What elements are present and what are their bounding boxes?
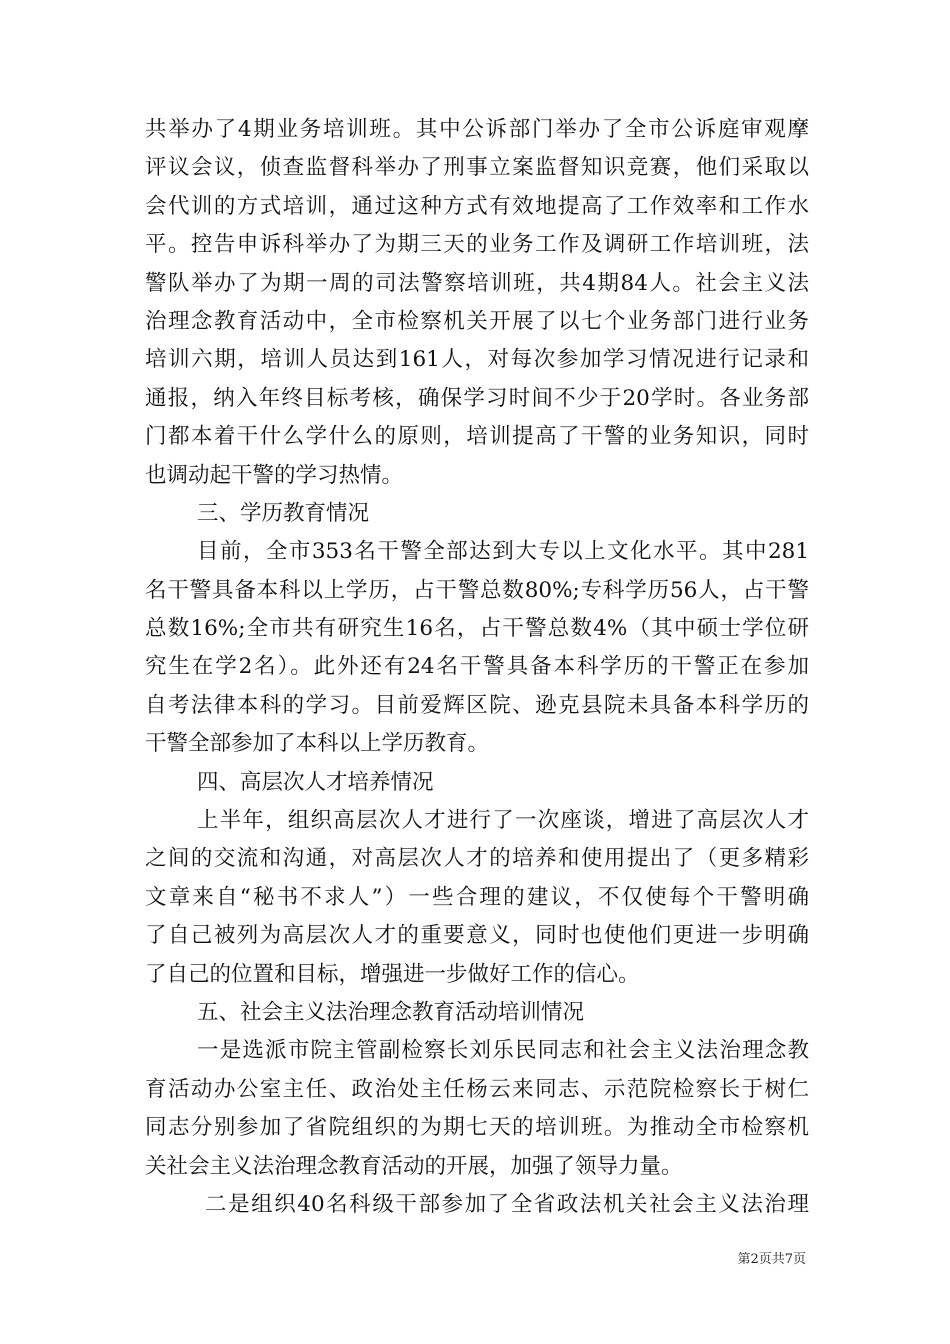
text-line: 也调动起干警的学习热情。 bbox=[145, 462, 404, 488]
section-heading bbox=[145, 994, 809, 1032]
text-line: 总数16%;全市共有研究生16名，占干警总数4%（其中硕士学位研 bbox=[145, 616, 809, 642]
text-line: 了自己的位置和目标，增强进一步做好工作的信心。 bbox=[145, 961, 640, 987]
text-line: 会代训的方式培训，通过这种方式有效地提高了工作效率和工作水 bbox=[145, 193, 809, 219]
paragraph bbox=[145, 802, 809, 994]
text-line: 警队举办了为期一周的司法警察培训班，共4期84人。社会主义法 bbox=[145, 270, 809, 296]
document-body bbox=[145, 111, 809, 1224]
section-heading bbox=[145, 764, 809, 802]
text-line: 干警全部参加了本科以上学历教育。 bbox=[145, 731, 490, 757]
text-line: 自考法律本科的学习。目前爱辉区院、逊克县院未具备本科学历的 bbox=[145, 692, 809, 718]
text-line: 培训六期，培训人员达到161人，对每次参加学习情况进行记录和 bbox=[145, 347, 809, 373]
heading-text: 五、社会主义法治理念教育活动培训情况 bbox=[197, 999, 585, 1025]
paragraph bbox=[145, 1032, 809, 1186]
heading-text: 四、高层次人才培养情况 bbox=[197, 769, 434, 795]
paragraph bbox=[145, 1186, 809, 1224]
text-line: 育活动办公室主任、政治处主任杨云来同志、示范院检察长于树仁 bbox=[145, 1076, 809, 1102]
paragraph bbox=[145, 111, 809, 495]
text-line: 究生在学2名）。此外还有24名干警具备本科学历的干警正在参加 bbox=[145, 654, 809, 680]
text-line: 了自己被列为高层次人才的重要意义，同时也使他们更进一步明确 bbox=[145, 923, 809, 949]
text-line: 平。控告申诉科举办了为期三天的业务工作及调研工作培训班，法 bbox=[145, 232, 809, 258]
text-line: 共举办了4期业务培训班。其中公诉部门举办了全市公诉庭审观摩 bbox=[145, 117, 809, 142]
section-heading bbox=[145, 495, 809, 533]
text-line: 通报，纳入年终目标考核，确保学习时间不少于20学时。各业务部 bbox=[145, 385, 809, 411]
text-line: 上半年，组织高层次人才进行了一次座谈，增进了高层次人才 bbox=[197, 808, 809, 834]
text-line: 门都本着干什么学什么的原则，培训提高了干警的业务知识，同时 bbox=[145, 424, 809, 450]
text-line: 一是选派市院主管副检察长刘乐民同志和社会主义法治理念教 bbox=[197, 1038, 809, 1064]
text-line: 治理念教育活动中，全市检察机关开展了以七个业务部门进行业务 bbox=[145, 308, 809, 334]
text-line: 文章来自“秘书不求人”）一些合理的建议，不仅使每个干警明确 bbox=[145, 884, 809, 910]
text-line: 同志分别参加了省院组织的为期七天的培训班。为推动全市检察机 bbox=[145, 1115, 809, 1141]
text-line: 之间的交流和沟通，对高层次人才的培养和使用提出了（更多精彩 bbox=[145, 846, 809, 872]
heading-text: 三、学历教育情况 bbox=[197, 500, 370, 526]
text-line: 名干警具备本科以上学历，占干警总数80%;专科学历56人，占干警 bbox=[145, 577, 809, 603]
text-line: 二是组织40名科级干部参加了全省政法机关社会主义法治理 bbox=[205, 1191, 809, 1217]
paragraph bbox=[145, 533, 809, 763]
text-line: 目前，全市353名干警全部达到大专以上文化水平。其中281 bbox=[197, 539, 809, 565]
text-line: 关社会主义法治理念教育活动的开展，加强了领导力量。 bbox=[145, 1153, 683, 1179]
text-line: 评议会议，侦查监督科举办了刑事立案监督知识竞赛，他们采取以 bbox=[145, 155, 809, 181]
page-number: 第2页共7页 bbox=[737, 1252, 806, 1267]
